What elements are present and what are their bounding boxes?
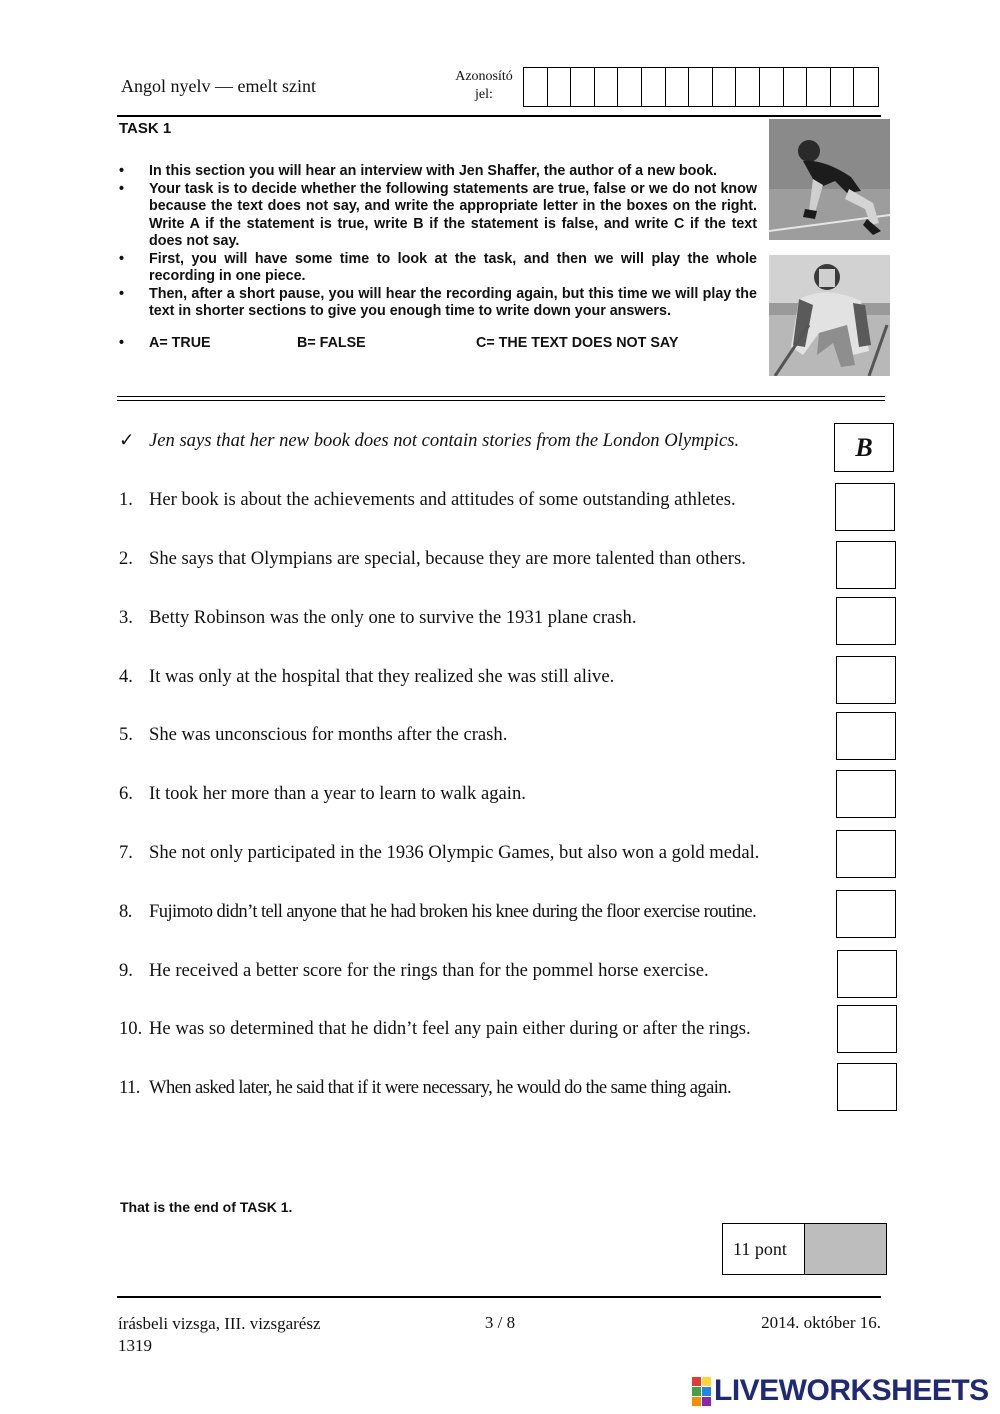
question-text: He was so determined that he didn’t feel any pain either during or after the rings. (149, 1018, 751, 1039)
instruction-item: • Your task is to decide whether the following statements are true, false or we do not know because the text does not say, and write the appropriate letter in the boxes on the right. Write A if the statement is true, write B if the statement is false, and write C if the text does not say. (117, 181, 757, 251)
question-number: 3. (119, 607, 133, 628)
id-cell[interactable] (666, 68, 690, 106)
question-number: 2. (119, 548, 133, 569)
id-cell[interactable] (571, 68, 595, 106)
instruction-item: • First, you will have some time to look at the task, and then we will play the whole recording in one piece. (117, 251, 757, 286)
id-cell[interactable] (831, 68, 855, 106)
id-cell[interactable] (595, 68, 619, 106)
answer-box-4[interactable] (836, 656, 896, 704)
id-cell[interactable] (548, 68, 572, 106)
checkmark-icon: ✓ (119, 430, 135, 451)
question-text: Fujimoto didn’t tell anyone that he had broken his knee during the floor exercise routine. (149, 901, 757, 922)
header-divider (117, 115, 881, 117)
instruction-item: • In this section you will hear an interview with Jen Shaffer, the author of a new book. (117, 163, 757, 181)
score-label: 11 pont (723, 1224, 805, 1274)
question-number: 5. (119, 724, 133, 745)
example-text: Jen says that her new book does not contain stories from the London Olympics. (149, 430, 740, 451)
question-number: 11. (119, 1077, 140, 1098)
footer-left (118, 1313, 321, 1357)
end-note: That is the end of TASK 1. (120, 1199, 293, 1215)
score-box (722, 1223, 887, 1275)
gymnast-illustration (769, 255, 890, 376)
subject-title: Angol nyelv — emelt szint (121, 76, 316, 96)
liveworksheets-logo-icon (692, 1377, 711, 1406)
answer-box-5[interactable] (836, 712, 896, 760)
id-cell[interactable] (854, 68, 878, 106)
question-number: 8. (119, 901, 132, 922)
question-number: 1. (119, 489, 133, 510)
question-row (119, 783, 526, 805)
question-row (119, 960, 709, 982)
question-number: 7. (119, 842, 133, 863)
question-number: 10. (119, 1018, 143, 1039)
question-text: When asked later, he said that if it were necessary, he would do the same thing again. (149, 1077, 732, 1098)
id-boxes (523, 67, 879, 107)
liveworksheets-logo-text: LIVEWORKSHEETS (714, 1374, 989, 1407)
id-label-line1: Azonosító (455, 69, 513, 84)
id-cell[interactable] (807, 68, 831, 106)
question-row (119, 548, 746, 570)
footer-divider (117, 1296, 881, 1298)
question-text: It was only at the hospital that they realized she was still alive. (149, 666, 615, 687)
question-text: He received a better score for the rings than for the pommel horse exercise. (149, 960, 709, 981)
example-row (119, 430, 739, 452)
question-row (119, 666, 614, 688)
answer-key (117, 335, 757, 353)
question-text: Her book is about the achievements and attitudes of some outstanding athletes. (149, 489, 736, 510)
question-text: Betty Robinson was the only one to survive the 1931 plane crash. (149, 607, 637, 628)
id-cell[interactable] (689, 68, 713, 106)
sprinter-illustration (769, 119, 890, 240)
id-label (446, 68, 522, 104)
question-row (119, 901, 756, 923)
question-row (119, 489, 736, 511)
footer-code: 1319 (118, 1336, 152, 1355)
id-label-line2: jel: (475, 87, 493, 102)
answer-box-2[interactable] (836, 541, 896, 589)
answer-box-10[interactable] (837, 1005, 897, 1053)
answer-box-7[interactable] (836, 830, 896, 878)
answer-box-1[interactable] (835, 483, 895, 531)
liveworksheets-logo[interactable] (692, 1374, 989, 1408)
instructions-list (117, 163, 757, 352)
answer-key-c: C= THE TEXT DOES NOT SAY (476, 334, 679, 351)
id-cell[interactable] (642, 68, 666, 106)
answer-box-9[interactable] (837, 950, 897, 998)
answer-box-8[interactable] (836, 890, 896, 938)
question-row (119, 724, 507, 746)
instruction-item: • Then, after a short pause, you will hear the recording again, but this time we will play the text in shorter sections to give you enough time to write down your answers. (117, 286, 757, 321)
task-title: TASK 1 (119, 120, 172, 137)
id-cell[interactable] (524, 68, 548, 106)
question-text: She not only participated in the 1936 Olympic Games, but also won a gold medal. (149, 842, 760, 863)
question-text: She was unconscious for months after the crash. (149, 724, 508, 745)
id-cell[interactable] (736, 68, 760, 106)
id-cell[interactable] (713, 68, 737, 106)
question-text: It took her more than a year to learn to walk again. (149, 783, 526, 804)
answer-key-a: • A= TRUE (149, 334, 211, 351)
section-divider (117, 396, 885, 401)
gymnast-photo (769, 255, 890, 376)
id-cell[interactable] (760, 68, 784, 106)
footer-exam-part: írásbeli vizsga, III. vizsgarész (118, 1314, 321, 1333)
answer-box-11[interactable] (837, 1063, 897, 1111)
question-number: 4. (119, 666, 133, 687)
answer-box-6[interactable] (836, 770, 896, 818)
question-row (119, 842, 759, 864)
id-cell[interactable] (618, 68, 642, 106)
question-row (119, 1018, 751, 1040)
score-entry[interactable] (805, 1224, 886, 1274)
example-answer-box: B (834, 423, 894, 472)
answer-key-b: B= FALSE (297, 334, 366, 351)
question-row (119, 607, 637, 629)
question-text: She says that Olympians are special, because they are more talented than others. (149, 548, 746, 569)
exam-date: 2014. október 16. (761, 1313, 881, 1332)
question-number: 6. (119, 783, 133, 804)
question-row (119, 1077, 731, 1099)
id-cell[interactable] (784, 68, 808, 106)
sprinter-photo (769, 119, 890, 240)
question-number: 9. (119, 960, 133, 981)
answer-box-3[interactable] (836, 597, 896, 645)
page-number: 3 / 8 (484, 1313, 516, 1332)
